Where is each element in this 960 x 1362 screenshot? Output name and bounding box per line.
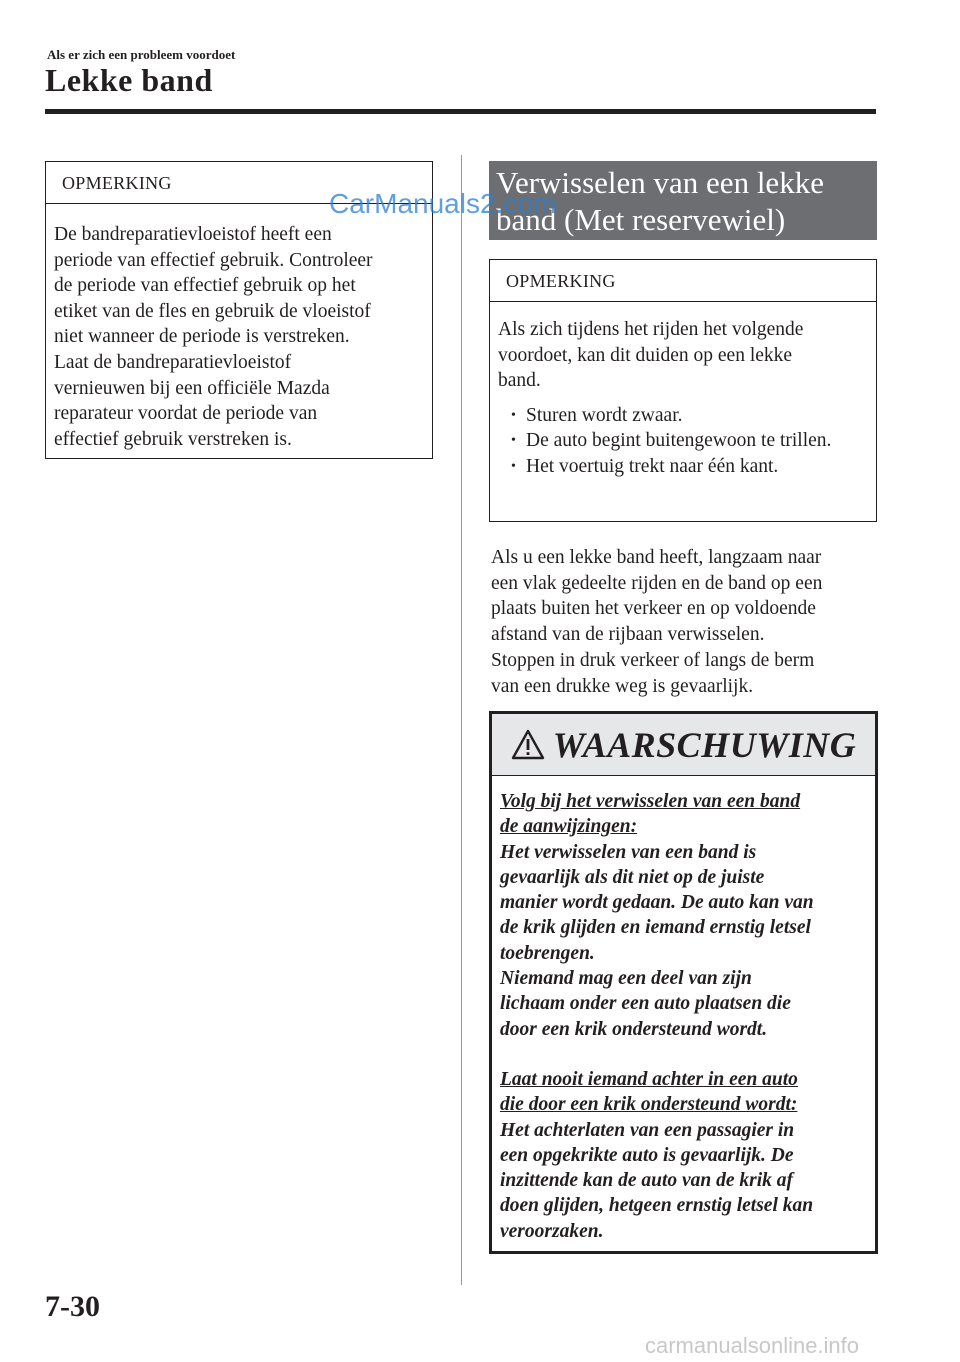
note-box-right bbox=[489, 259, 877, 522]
warning-subheading: Laat nooit iemand achter in een auto bbox=[500, 1068, 798, 1090]
warning-line: doen glijden, hetgeen ernstig letsel kan bbox=[500, 1195, 814, 1217]
note-line: voordoet, kan dit duiden op een lekke bbox=[498, 344, 793, 366]
warning-line: manier wordt gedaan. De auto kan van bbox=[500, 892, 814, 914]
list-item: • De auto begint buitengewoon te trillen. bbox=[498, 428, 868, 454]
header-rule bbox=[45, 109, 876, 114]
warning-subheading: die door een krik ondersteund wordt: bbox=[500, 1094, 798, 1116]
body-line: plaats buiten het verkeer en op voldoende bbox=[491, 598, 816, 620]
note-line: De bandreparatievloeistof heeft een bbox=[54, 224, 332, 245]
warning-line: Het achterlaten van een passagier in bbox=[500, 1119, 795, 1141]
section-title-line: band (Met reservewiel) bbox=[496, 202, 786, 237]
body-line: een vlak gedeelte rijden en de band op een bbox=[491, 572, 823, 594]
note-line: effectief gebruik verstreken is. bbox=[54, 428, 292, 450]
column-divider bbox=[461, 155, 462, 1285]
body-line: Stoppen in druk verkeer of langs de berm bbox=[491, 649, 815, 671]
page-title: Lekke band bbox=[45, 62, 213, 98]
warning-line: toebrengen. bbox=[500, 942, 595, 964]
warning-title: WAARSCHUWING bbox=[552, 724, 857, 765]
note-line: niet wanneer de periode is verstreken. bbox=[54, 326, 350, 348]
warning-line: door een krik ondersteund wordt. bbox=[500, 1018, 768, 1040]
note-line: periode van effectief gebruik. Controleer bbox=[54, 249, 373, 271]
warning-box bbox=[489, 711, 878, 1254]
warning-line: veroorzaken. bbox=[500, 1220, 604, 1242]
note-line: vernieuwen bij een officiële Mazda bbox=[54, 377, 330, 399]
warning-line: de krik glijden en iemand ernstig letsel bbox=[500, 917, 811, 939]
page-number: 7-30 bbox=[45, 1290, 100, 1323]
watermark-bottom: carmanualsonline.info bbox=[645, 1333, 860, 1358]
list-item: • Sturen wordt zwaar. bbox=[498, 403, 868, 429]
note-line: etiket van de fles en gebruik de vloeistof bbox=[54, 300, 371, 322]
warning-line: een opgekrikte auto is gevaarlijk. De bbox=[500, 1144, 794, 1166]
note-line: reparateur voordat de periode van bbox=[54, 403, 318, 425]
note-line: Laat de bandreparatievloeistof bbox=[54, 351, 292, 373]
note-line: de periode van effectief gebruik op het bbox=[54, 275, 356, 297]
bullet-list bbox=[498, 403, 868, 480]
warning-body bbox=[492, 776, 875, 1244]
warning-triangle-icon bbox=[511, 728, 545, 762]
breadcrumb: Als er zich een probleem voordoet bbox=[47, 47, 236, 62]
warning-line: Het verwisselen van een band is bbox=[500, 841, 757, 863]
warning-header bbox=[492, 714, 875, 776]
warning-subheading: Volg bij het verwisselen van een band bbox=[500, 791, 801, 812]
list-item: • Het voertuig trekt naar één kant. bbox=[498, 454, 868, 480]
note-body bbox=[46, 204, 432, 452]
body-line: Als u een lekke band heeft, langzaam naar bbox=[491, 547, 822, 568]
body-line: afstand van de rijbaan verwisselen. bbox=[491, 624, 765, 646]
section-title-line: Verwisselen van een lekke bbox=[496, 165, 824, 200]
paragraph-gap bbox=[500, 1042, 865, 1067]
body-line: van een drukke weg is gevaarlijk. bbox=[491, 675, 754, 697]
note-heading: OPMERKING bbox=[46, 162, 432, 204]
warning-line: Niemand mag een deel van zijn bbox=[500, 968, 752, 990]
note-line: Als zich tijdens het rijden het volgende bbox=[498, 319, 804, 340]
note-line: band. bbox=[498, 370, 541, 392]
warning-line: inzittende kan de auto van de krik af bbox=[500, 1170, 794, 1192]
note-body bbox=[490, 302, 876, 480]
note-heading: OPMERKING bbox=[490, 260, 876, 302]
body-paragraph bbox=[491, 545, 881, 699]
warning-subheading: de aanwijzingen: bbox=[500, 816, 638, 838]
watermark-top: CarManuals2.com bbox=[329, 188, 557, 219]
warning-line: lichaam onder een auto plaatsen die bbox=[500, 993, 791, 1015]
warning-line: gevaarlijk als dit niet op de juiste bbox=[500, 866, 765, 888]
